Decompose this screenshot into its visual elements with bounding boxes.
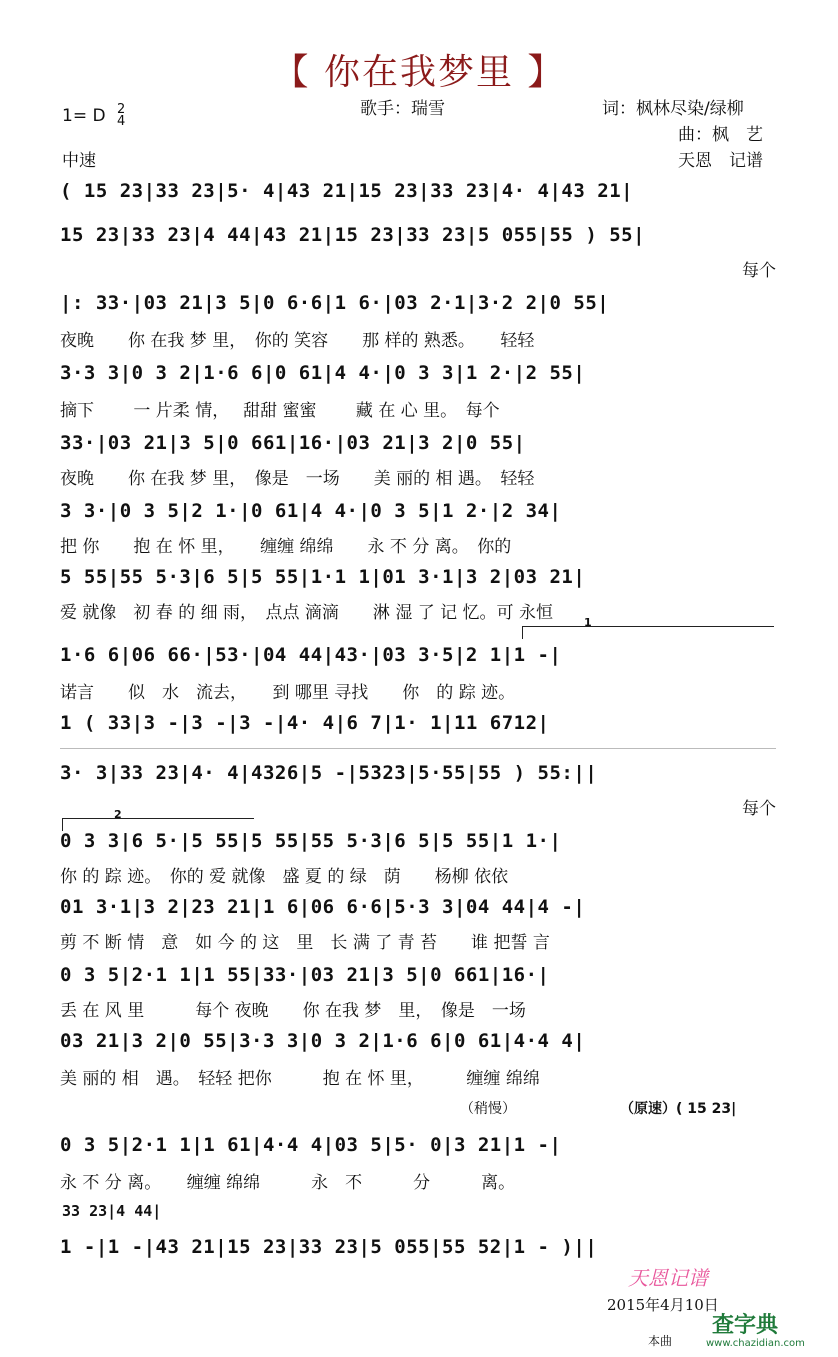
- site-logo: 查字典: [712, 1313, 779, 1338]
- score-line-1: ( 15 23|33 23|5· 4|43 21|15 23|33 23|4· 4|43 21|: [60, 180, 634, 202]
- score-line-5: 33·|03 21|3 5|0 661|16·|03 21|3 2|0 55|: [60, 432, 526, 454]
- lyric-line-2: 每个: [742, 261, 776, 281]
- score-line-3: |: 33·|03 21|3 5|0 6·6|1 6·|03 2·1|3·2 2|0 55|: [60, 292, 610, 314]
- lyric-line-5: 夜晚 你 在我 梦 里， 像是 一场 美 丽的 相 遇。 轻轻: [60, 469, 535, 489]
- lyric-line-8: 诺言 似 水 流去， 到 哪里 寻找 你 的 踪 迹。: [60, 683, 516, 703]
- key-label: 1= D: [62, 106, 106, 126]
- ending-1-number: 1: [584, 616, 592, 629]
- time-signature: [117, 104, 125, 128]
- lyric-line-14: 美 丽的 相 遇。 轻轻 把你 抱 在 怀 里， 缠缠 绵绵: [60, 1069, 540, 1089]
- singer: 歌手：瑞雪: [360, 99, 445, 119]
- transcriber: 天恩 记谱: [678, 151, 763, 171]
- lyric-line-7: 爱 就像 初 春 的 细 雨， 点点 滴滴 淋 湿 了 记 忆。可 永恒: [60, 603, 553, 623]
- lyric-line-10: 每个: [742, 799, 776, 819]
- score-line-6: 3 3·|0 3 5|2 1·|0 61|4 4·|0 3 5|1 2·|2 34|: [60, 500, 562, 522]
- score-line-16: 1 -|1 -|43 21|15 23|33 23|5 055|55 52|1 - )||: [60, 1236, 598, 1258]
- score-line-15: 0 3 5|2·1 1|1 61|4·4 4|03 5|5· 0|3 21|1 -|: [60, 1134, 562, 1156]
- score-line-14: 03 21|3 2|0 55|3·3 3|0 3 2|1·6 6|0 61|4·4 4|: [60, 1030, 586, 1052]
- score-line-12: 01 3·1|3 2|23 21|1 6|06 6·6|5·3 3|04 44|4 -|: [60, 896, 586, 918]
- score-line-9: 1 ( 33|3 -|3 -|3 -|4· 4|6 7|1· 1|11 6712|: [60, 712, 550, 734]
- key-signature: [62, 104, 125, 128]
- ending-2-bracket: [62, 808, 254, 821]
- ending-2-number: 2: [114, 808, 122, 821]
- date-label: 2015年4月10日: [607, 1296, 719, 1314]
- score-line-8: 1·6 6|06 66·|53·|04 44|43·|03 3·5|2 1|1 -|: [60, 644, 562, 666]
- footer-note: 本曲: [648, 1334, 673, 1348]
- score-line-7: 5 55|55 5·3|6 5|5 55|1·1 1|01 3·1|3 2|03 21|: [60, 566, 586, 588]
- site-url: www.chazidian.com: [706, 1338, 805, 1349]
- lyric-line-4: 摘下 一 片柔 情， 甜甜 蜜蜜 藏 在 心 里。 每个: [60, 401, 500, 421]
- lyric-line-15: 永 不 分 离。 缠缠 绵绵 永 不 分 离。: [60, 1173, 516, 1193]
- lyric-line-6: 把 你 抱 在 怀 里， 缠缠 绵绵 永 不 分 离。 你的: [60, 537, 512, 557]
- score-line-10: 3· 3|33 23|4· 4|4326|5 -|5323|5·55|55 ) 55:||: [60, 762, 598, 784]
- lyric-line-11: 你 的 踪 迹。 你的 爱 就像 盛 夏 的 绿 荫 杨柳 依依: [60, 867, 509, 887]
- ending-1-bracket: [522, 616, 774, 629]
- divider: [60, 748, 776, 749]
- upper-voice-line: 33 23|4 44|: [62, 1202, 162, 1220]
- lyricist: 词：枫林尽染/绿柳: [602, 99, 744, 119]
- tempo: 中速: [62, 151, 96, 171]
- lyric-line-3: 夜晚 你 在我 梦 里， 你的 笑容 那 样的 熟悉。 轻轻: [60, 331, 535, 351]
- score-line-4: 3·3 3|0 3 2|1·6 6|0 61|4 4·|0 3 3|1 2·|2 55|: [60, 362, 586, 384]
- time-sig-top: 2: [116, 102, 126, 117]
- score-line-11: 0 3 3|6 5·|5 55|5 55|55 5·3|6 5|5 55|1 1·|: [60, 830, 562, 852]
- transcriber-stamp: 天恩记谱: [628, 1266, 708, 1290]
- time-sig-bottom: 4: [116, 114, 126, 129]
- score-line-2: 15 23|33 23|4 44|43 21|15 23|33 23|5 055|55 ) 55|: [60, 224, 646, 246]
- lyric-line-12: 剪 不 断 情 意 如 今 的 这 里 长 满 了 青 苔 谁 把誓 言: [60, 933, 550, 953]
- score-line-13: 0 3 5|2·1 1|1 55|33·|03 21|3 5|0 661|16·|: [60, 964, 550, 986]
- slower-marking: （稍慢）: [460, 1101, 516, 1117]
- composer: 曲：枫 艺: [678, 125, 763, 145]
- lyric-line-13: 丢 在 风 里 每个 夜晚 你 在我 梦 里， 像是 一场: [60, 1001, 526, 1021]
- song-title: 【 你在我梦里 】: [272, 52, 566, 93]
- original-tempo-marking: （原速）( 15 23|: [620, 1101, 737, 1117]
